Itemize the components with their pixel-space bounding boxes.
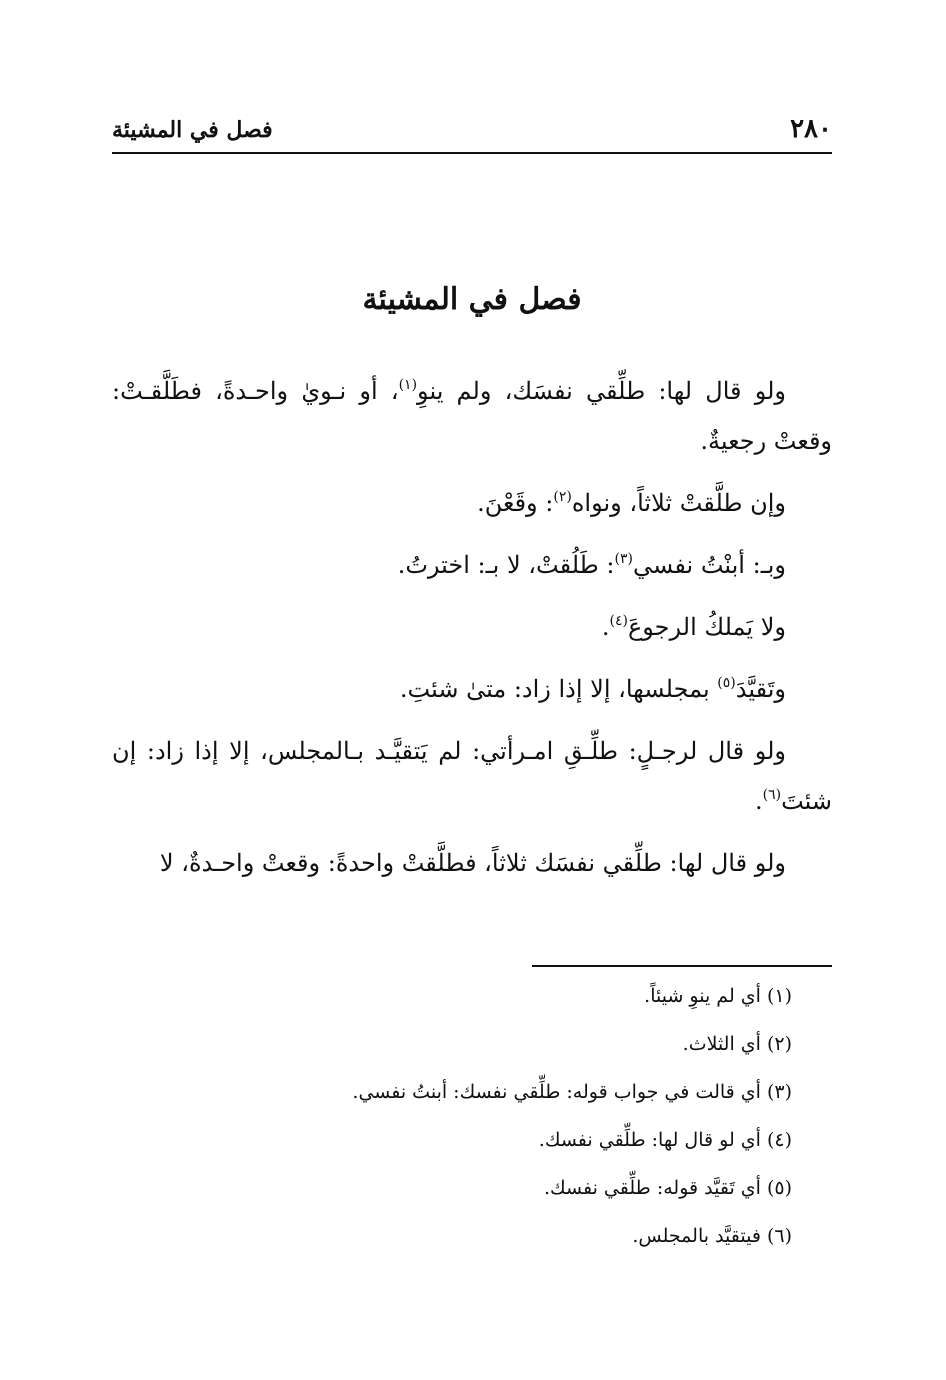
footnote: (٤)أي لو قال لها: طلِّقي نفسك. (538, 1129, 792, 1151)
footnote: (٣)أي قالت في جواب قوله: طلِّقي نفسك: أبنتُ نفسي. (352, 1081, 792, 1103)
footnote-marker: (٤) (609, 613, 628, 629)
footnote: (١)أي لم ينوِ شيئاً. (644, 985, 792, 1007)
running-header (112, 112, 832, 154)
section-title: فصل في المشيئة (362, 282, 582, 317)
paragraph: وتَقيَّدَ$^{(٥)}$ بمجلسها، إلا إذا زاد: متىٰ شئتِ. (399, 675, 786, 703)
footnotes (112, 982, 792, 1270)
running-title: فصل في المشيئة (112, 117, 273, 143)
footnote: (٦)فيتقيَّد بالمجلس. (632, 1225, 792, 1247)
paragraph: ولا يَملكُ الرجوعَ$^{(٤)}$. (601, 613, 786, 641)
paragraph: وإن طلَّقتْ ثلاثاً، ونواه$^{(٢)}$: وقَعْنَ. (477, 489, 786, 517)
page-number: ٢٨٠ (790, 114, 832, 144)
paragraph: ولو قال لها: طلِّقي نفسَك، ولم ينوِ$^{(١)}$، أو نـويٰ واحـدةً، فطَلَّقـتْ: وقعتْ رجعيةٌ. (112, 377, 832, 455)
body-text (112, 366, 832, 900)
footnote-marker: (٦) (762, 787, 782, 803)
footnote: (٢)أي الثلاث. (682, 1033, 792, 1055)
footnote-marker: (٣) (614, 551, 633, 567)
paragraph: ولو قال لها: طلِّقي نفسَك ثلاثاً، فطلَّقتْ واحدةً: وقعتْ واحـدةٌ، لا (159, 849, 786, 877)
footnote-marker: (٥) (717, 675, 736, 691)
footnote: (٥)أي تَقيَّد قوله: طلِّقي نفسك. (543, 1177, 792, 1199)
footnote-separator (532, 965, 832, 967)
footnote-marker: (١) (398, 377, 418, 393)
paragraph: وبـ: أبنْتُ نفسي$^{(٣)}$: طَلُقتْ، لا بـ: اخترتُ. (397, 551, 786, 579)
paragraph: ولو قال لرجـلٍ: طلِّـقِ امـرأتي: لم يَتقيَّـد بـالمجلس، إلا إذا زاد: إن شئتَ$^{(٦)}$. (112, 737, 832, 815)
footnote-marker: (٢) (553, 489, 572, 505)
